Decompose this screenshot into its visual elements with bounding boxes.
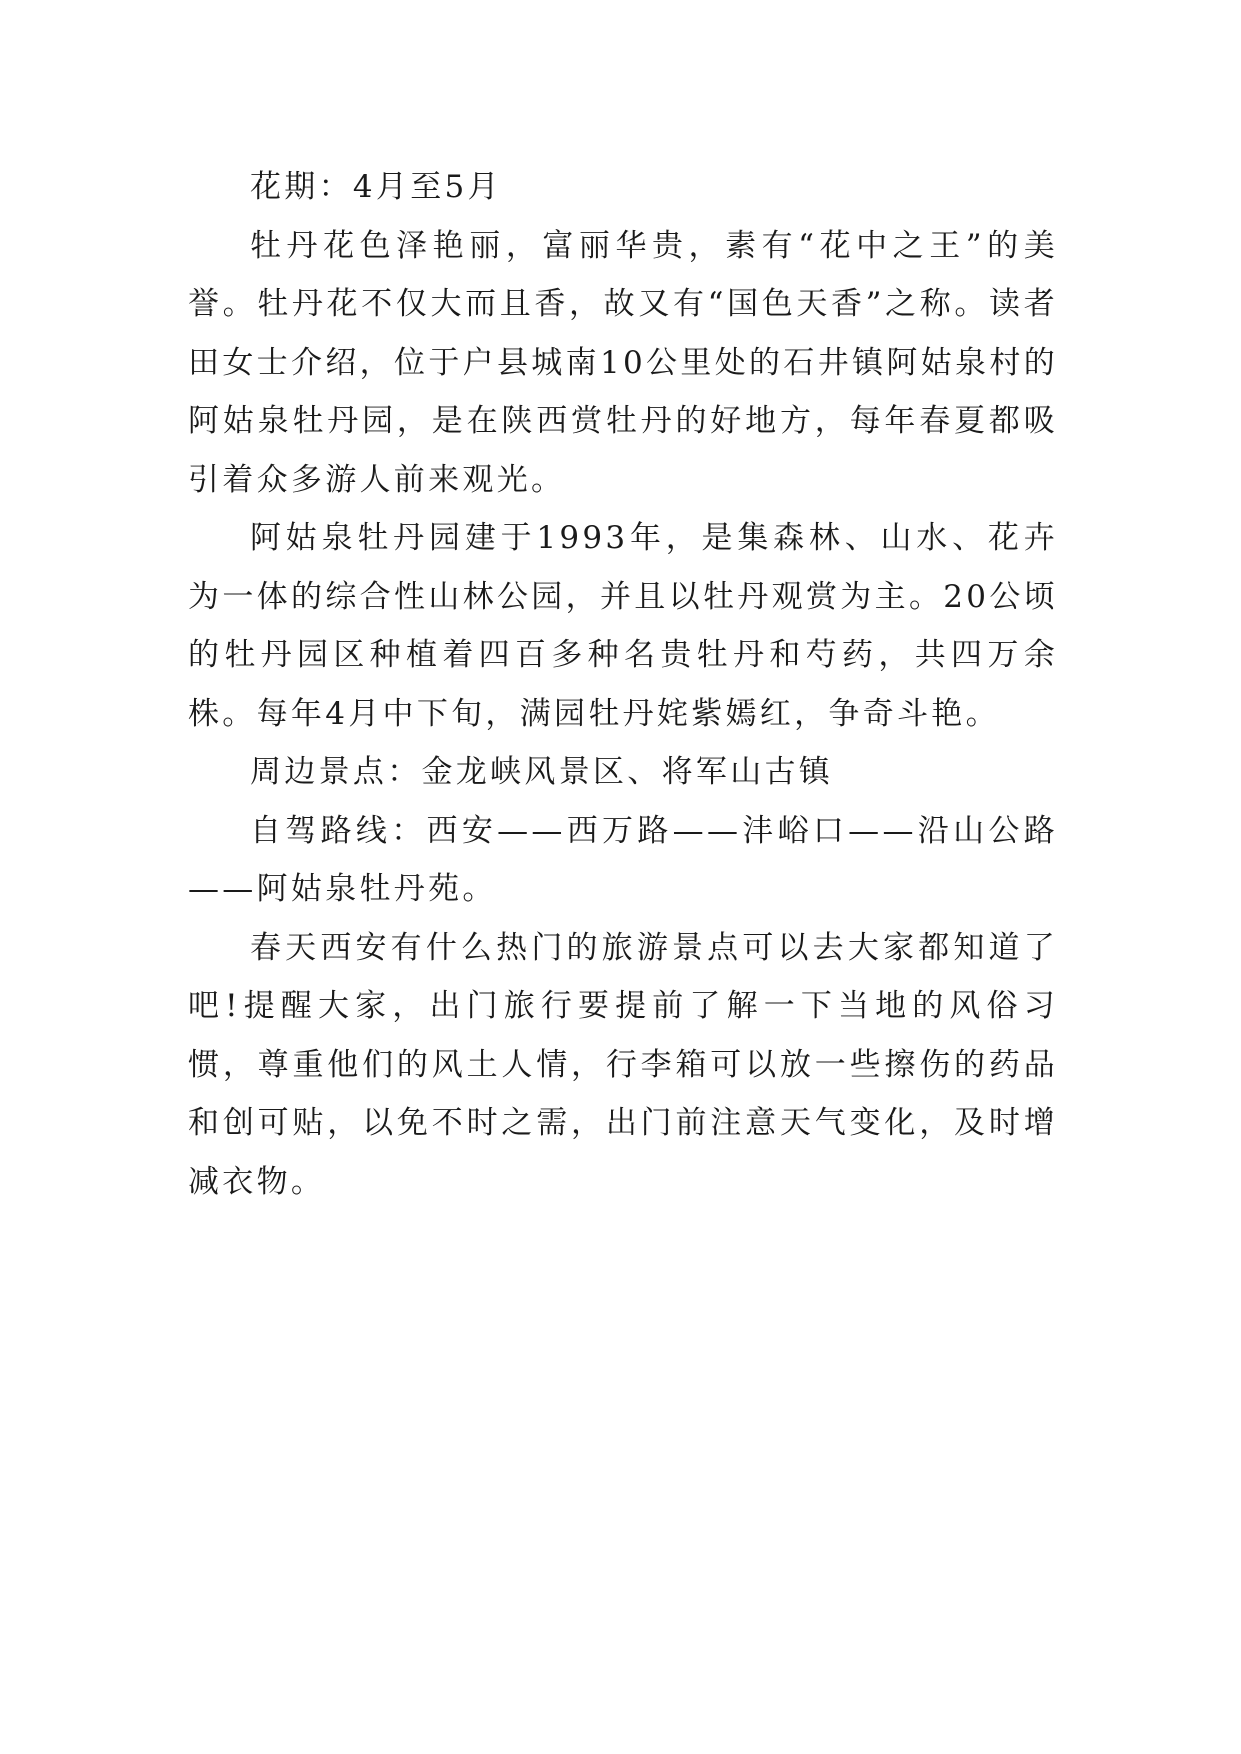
paragraph-peony-garden: 阿姑泉牡丹园建于1993年，是集森林、山水、花卉为一体的综合性山林公园，并且以牡丹观赏为主。20公顷的牡丹园区种植着四百多种名贵牡丹和芍药，共四万余株。每年4月中下旬，满园牡丹姹紫嫣红，争奇斗艳。 [188, 520, 1058, 732]
paragraph-travel-tips: 春天西安有什么热门的旅游景点可以去大家都知道了吧!提醒大家，出门旅行要提前了解一下当地的风俗习惯，尊重他们的风土人情，行李箱可以放一些擦伤的药品和创可贴，以免不时之需，出门前注意天气变化，及时增减衣物。 [188, 929, 1058, 1200]
paragraph-peony-intro: 牡丹花色泽艳丽，富丽华贵，素有“花中之王”的美誉。牡丹花不仅大而且香，故又有“国色天香”之称。读者田女士介绍，位于户县城南10公里处的石井镇阿姑泉村的阿姑泉牡丹园，是在陕西赏牡丹的好地方，每年春夏都吸引着众多游人前来观光。 [188, 227, 1058, 498]
paragraph-flowering-period: 花期：4月至5月 [250, 169, 502, 205]
paragraph-driving-route: 自驾路线：西安——西万路——沣峪口——沿山公路——阿姑泉牡丹苑。 [188, 812, 1058, 907]
paragraph-nearby-attractions: 周边景点：金龙峡风景区、将军山古镇 [250, 754, 834, 790]
document-body [188, 158, 1058, 1211]
